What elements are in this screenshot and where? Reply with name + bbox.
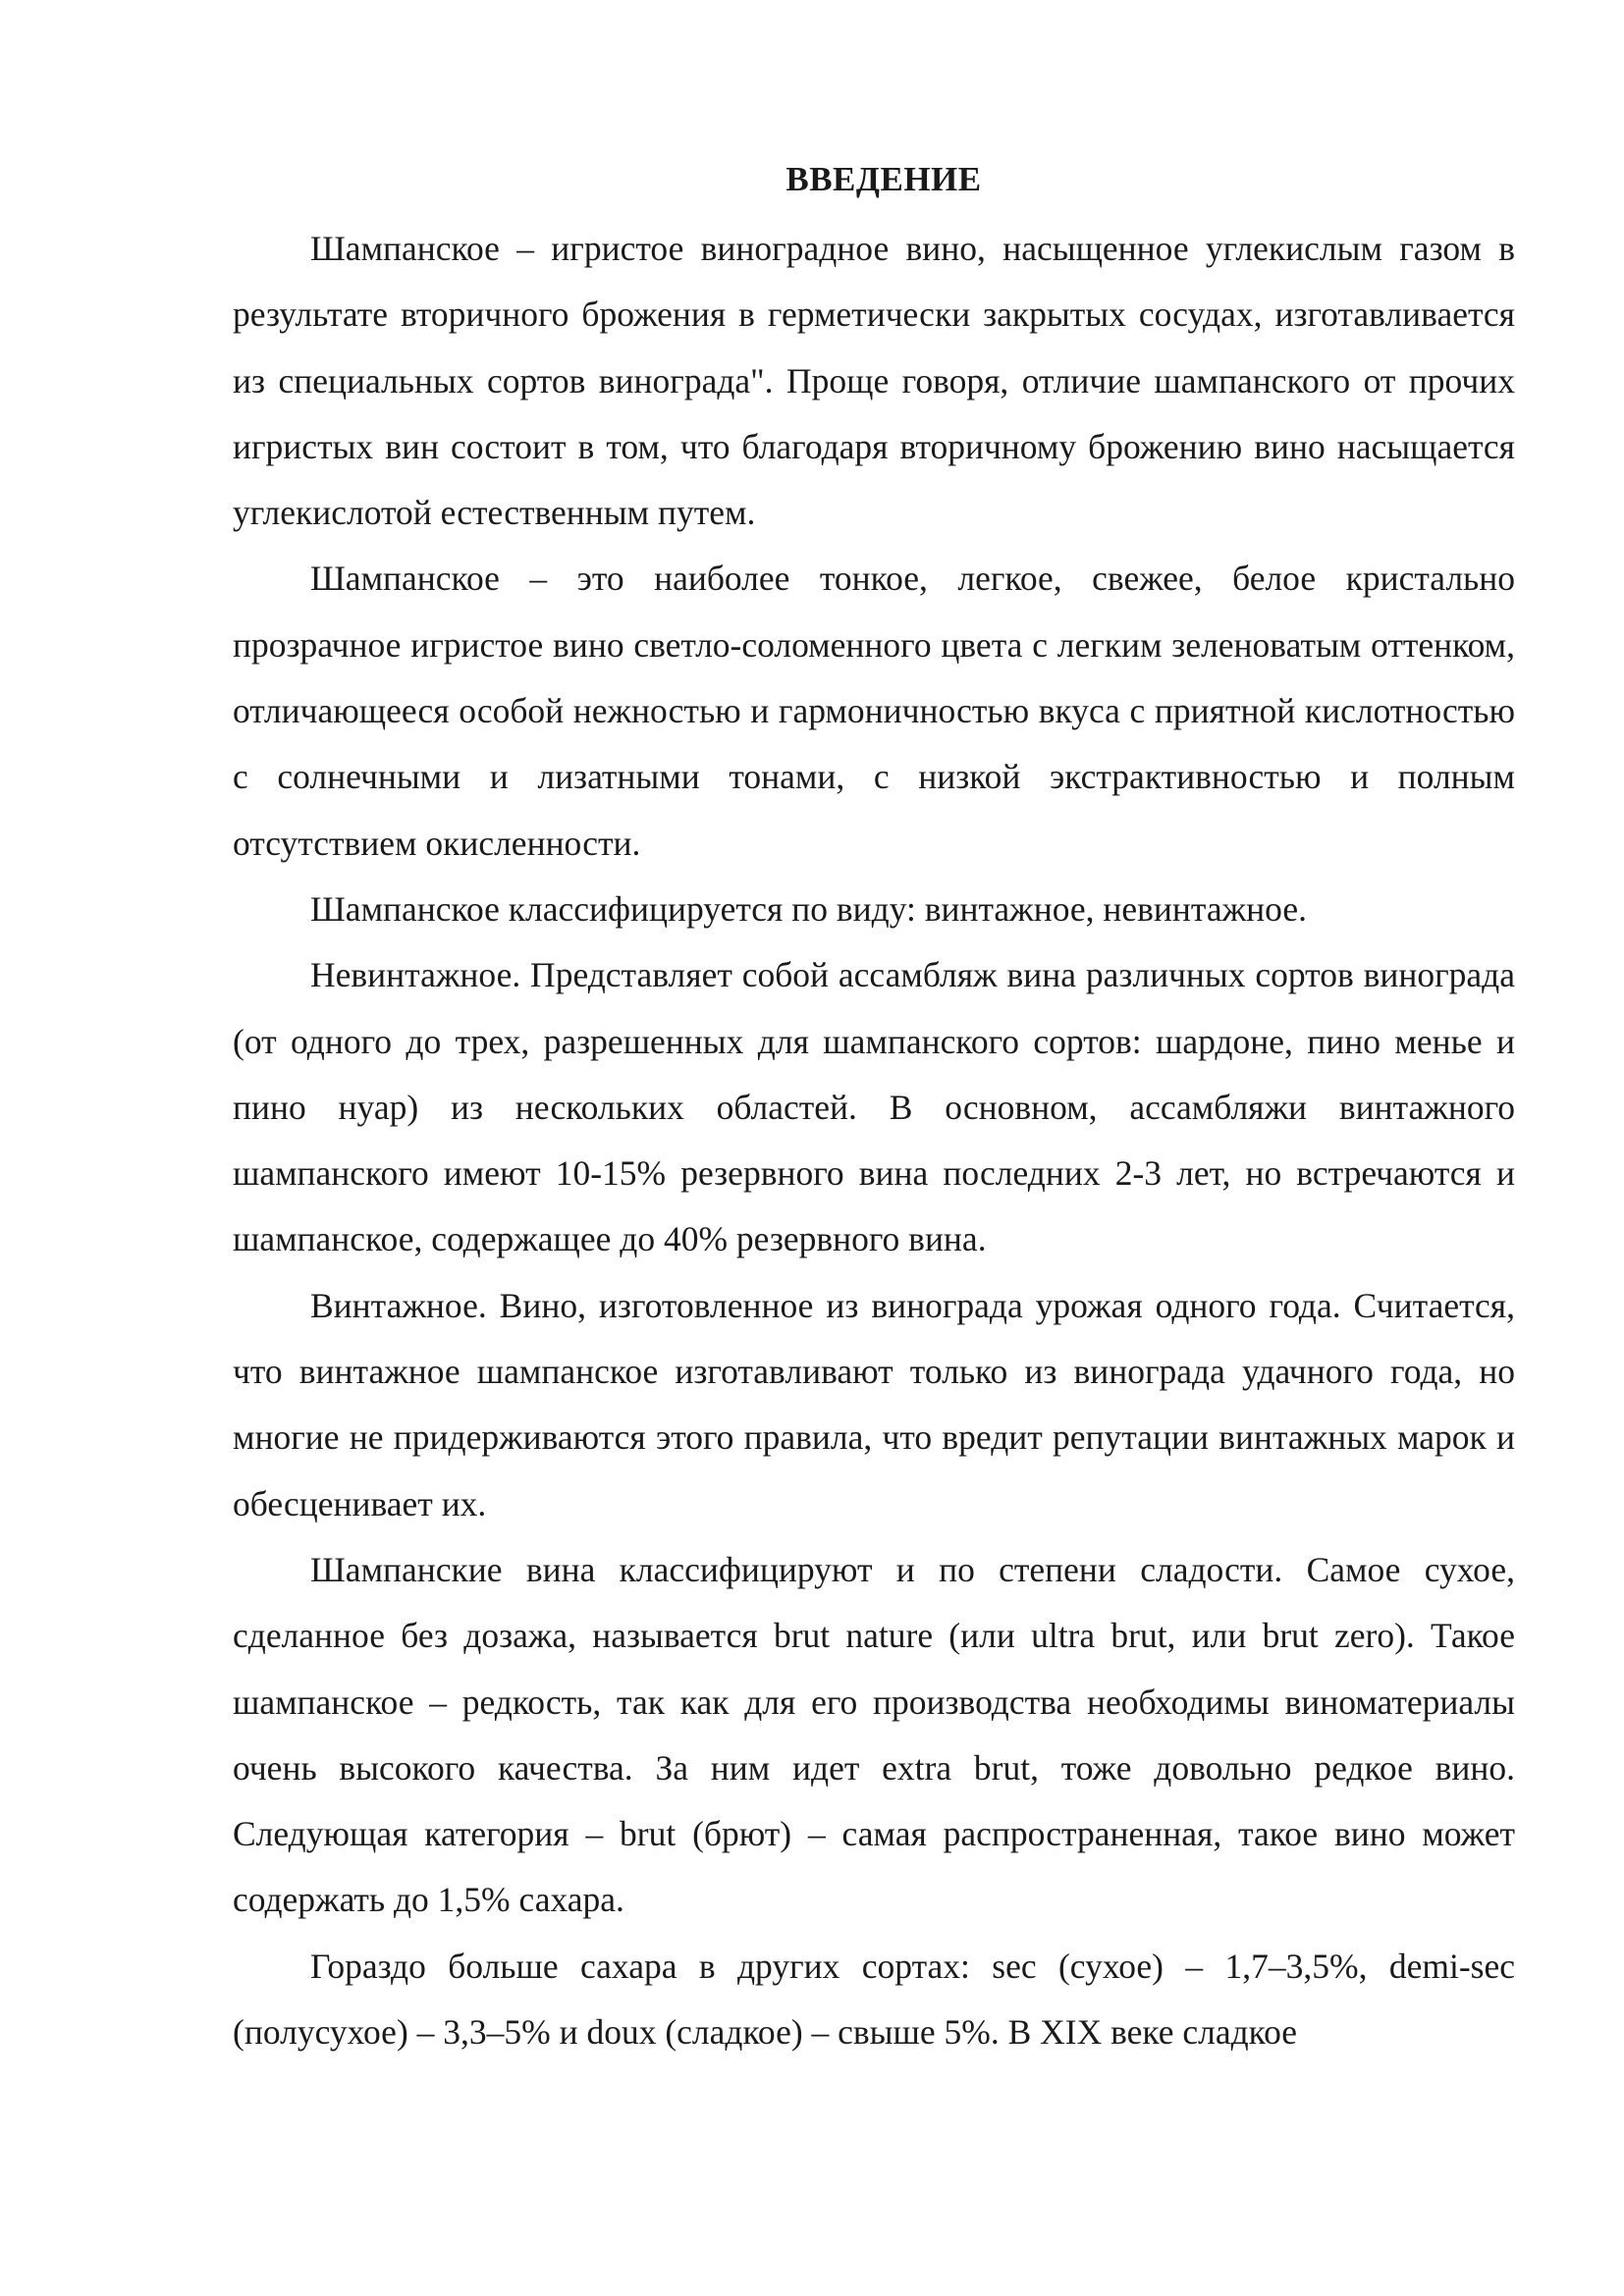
paragraph-classification: Шампанское классифицируется по виду: винтажное, невинтажное. <box>310 888 1307 929</box>
paragraph-non-vintage: Невинтажное. Представляет собой ассамбляж вина различных сортов винограда (от одного до трех, разрешенных для шампанского сортов: шардоне, пино менье и пино нуар) из нескольких областей. В основном, ассамбляжи винтажного шампанского имеют 10-15% резервного вина последних 2-3 лет, но встречаются и шампанское, содержащее до 40% резервного вина. <box>233 955 1515 1259</box>
paragraph-vintage: Винтажное. Вино, изготовленное из винограда урожая одного года. Считается, что винтажное шампанское изготавливают только из винограда удачного года, но многие не придерживаются этого правила, что вредит репутации винтажных марок и обесценивает их. <box>233 1285 1515 1523</box>
paragraph-description: Шампанское – это наиболее тонкое, легкое, свежее, белое кристально прозрачное игристое вино светло-соломенного цвета с легким зеленоватым оттенком, отличающееся особой нежностью и гармоничностью вкуса с приятной кислотностью с солнечными и лизатными тонами, с низкой экстрактивностью и полным отсутствием окисленности. <box>233 559 1515 863</box>
paragraph-sugar-levels: Гораздо больше сахара в других сортах: sec (сухое) – 1,7–3,5%, demi-sec (полусухое) – 3,3–5% и doux (сладкое) – свыше 5%. В XIX веке сладкое <box>233 1946 1515 2053</box>
section-heading: ВВЕДЕНИЕ <box>785 160 982 198</box>
paragraph-sweetness: Шампанские вина классифицируют и по степени сладости. Самое сухое, сделанное без дозажа, называется brut nature (или ultra brut, или brut zero). Такое шампанское – редкость, так как для его производства необходимы виноматериалы очень высокого качества. За ним идет extra brut, тоже довольно редкое вино. Следующая категория – brut (брют) – самая распространенная, такое вино может содержать до 1,5% сахара. <box>233 1549 1515 1920</box>
paragraph-definition: Шампанское – игристое виноградное вино, насыщенное углекислым газом в результате вторичного брожения в герметически закрытых сосудах, изготавливается из специальных сортов винограда". Проще говоря, отличие шампанского от прочих игристых вин состоит в том, что благодаря вторичному брожению вино насыщается углекислотой естественным путем. <box>233 229 1515 533</box>
document-body <box>233 155 1515 2065</box>
